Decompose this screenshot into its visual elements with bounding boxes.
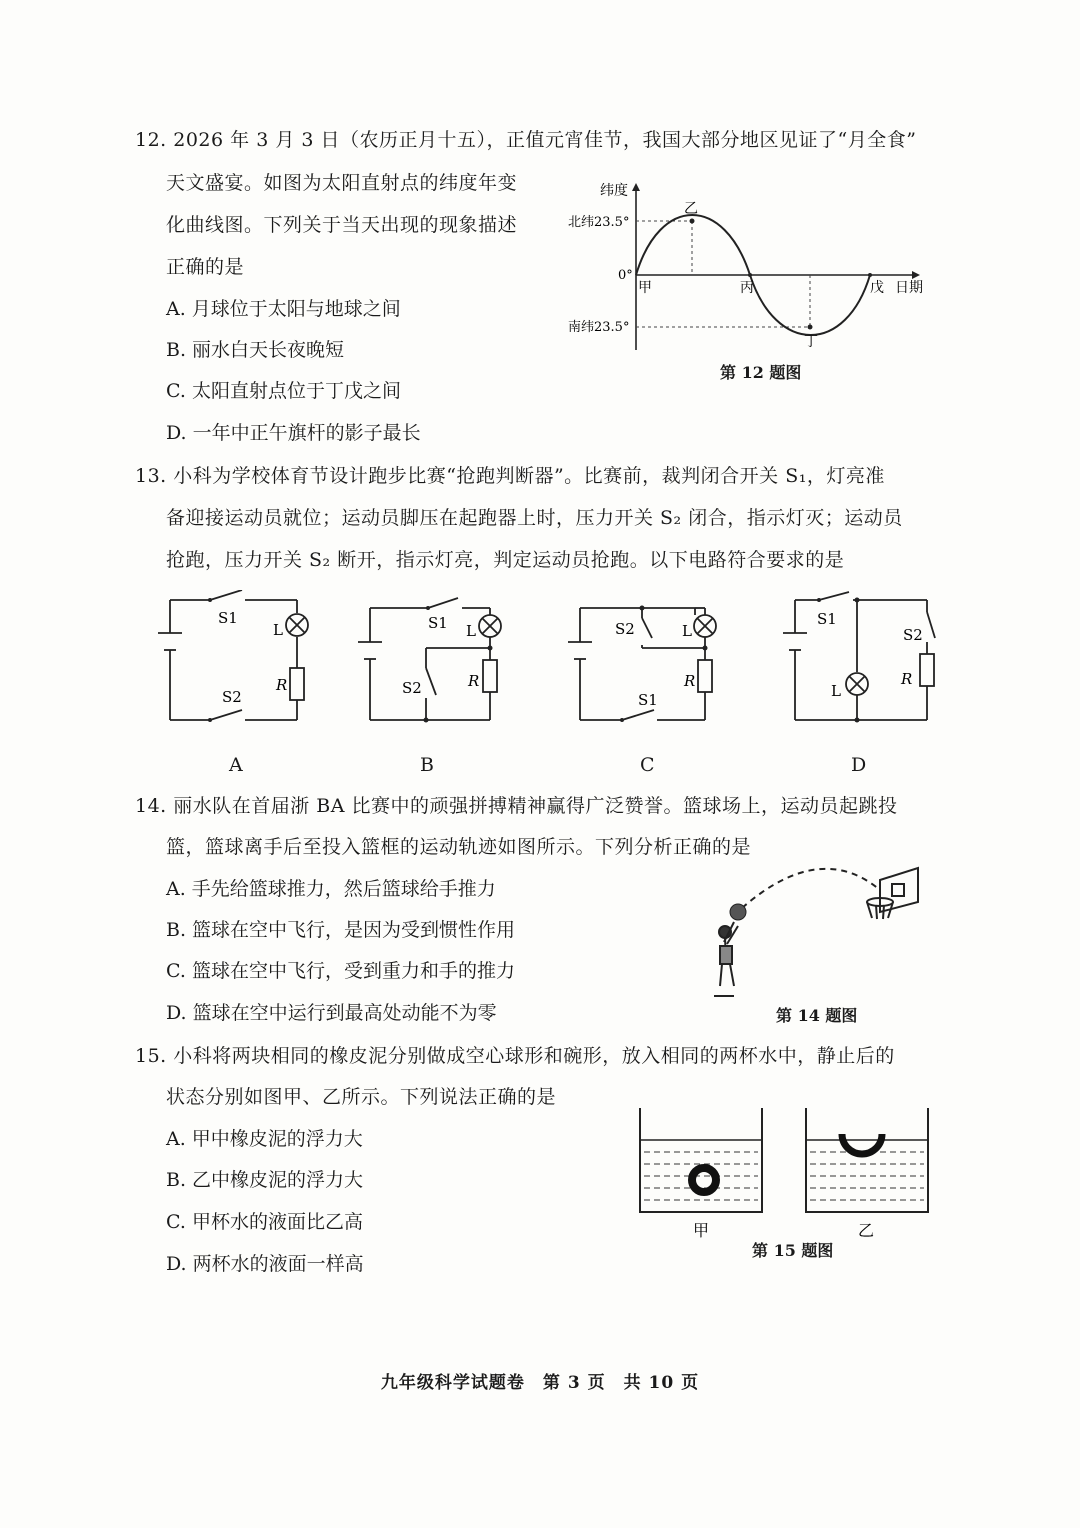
label-resistor: R: [684, 672, 696, 690]
q12-stem-line-2: 天文盛宴。如图为太阳直射点的纬度年变: [166, 172, 518, 194]
label-lamp: L: [682, 622, 692, 640]
q12-option-d: D. 一年中正午旗杆的影子最长: [166, 422, 421, 444]
q15-cups-figure: [630, 1100, 940, 1245]
ball-trajectory: [742, 869, 880, 908]
label-s1: S1: [218, 609, 238, 627]
q13-option-c: C: [640, 754, 655, 776]
q13-stem-line-3: 抢跑，压力开关 S₂ 断开，指示灯亮，判定运动员抢跑。以下电路符合要求的是: [166, 549, 845, 571]
south-label: 南纬23.5°: [568, 320, 630, 335]
q12-stem-line-1: 12. 2026 年 3 月 3 日（农历正月十五），正值元宵佳节，我国大部分地区见证了“月全食”: [135, 129, 917, 151]
backboard-hoop: [867, 868, 918, 919]
q15-option-c: C. 甲杯水的液面比乙高: [166, 1211, 363, 1233]
q14-stem-line-1: 14. 丽水队在首届浙 BA 比赛中的顽强拼搏精神赢得广泛赞誉。篮球场上，运动员起跳投: [135, 795, 898, 817]
q15-option-b: B. 乙中橡皮泥的浮力大: [166, 1169, 364, 1191]
circuit-d: [775, 590, 950, 735]
label-yi: 乙: [684, 201, 698, 217]
circuit-b: [350, 590, 525, 735]
label-s2: S2: [402, 679, 422, 697]
q14-option-c: C. 篮球在空中飞行，受到重力和手的推力: [166, 960, 515, 982]
q12-stem-line-4: 正确的是: [166, 256, 245, 278]
basketball-icon: [730, 904, 746, 920]
label-s2: S2: [222, 688, 242, 706]
q13-stem-line-1: 13. 小科为学校体育节设计跑步比赛“抢跑判断器”。比赛前，裁判闭合开关 S₁，灯亮准: [135, 465, 885, 487]
q12-option-c: C. 太阳直射点位于丁戊之间: [166, 380, 401, 402]
label-s1: S1: [428, 614, 448, 632]
label-s1: S1: [817, 610, 837, 628]
hollow-ball: [692, 1168, 716, 1192]
label-yi: 乙: [858, 1221, 875, 1240]
point-yi: [690, 219, 695, 224]
q12-option-b: B. 丽水白天长夜晚短: [166, 339, 345, 361]
label-lamp: L: [466, 622, 476, 640]
q15-stem-line-1: 15. 小科将两块相同的橡皮泥分别做成空心球形和碗形，放入相同的两杯水中，静止后的: [135, 1045, 895, 1067]
zero-label: 0°: [618, 268, 633, 283]
label-lamp: L: [273, 621, 283, 639]
x-axis-arrow: [912, 271, 920, 279]
q14-option-a: A. 手先给篮球推力，然后篮球给手推力: [166, 878, 496, 900]
y-axis-label: 纬度: [600, 183, 628, 199]
q14-option-d: D. 篮球在空中运行到最高处动能不为零: [166, 1002, 497, 1024]
label-jia: 甲: [638, 280, 652, 296]
q13-option-d: D: [851, 754, 867, 776]
label-s2: S2: [615, 620, 635, 638]
label-s2: S2: [903, 626, 923, 644]
q15-stem-line-2: 状态分别如图甲、乙所示。下列说法正确的是: [166, 1086, 557, 1108]
label-resistor: R: [901, 670, 913, 688]
q15-option-d: D. 两杯水的液面一样高: [166, 1253, 364, 1275]
label-resistor: R: [276, 676, 288, 694]
q13-option-b: B: [420, 754, 434, 776]
q12-stem-line-3: 化曲线图。下列关于当天出现的现象描述: [166, 214, 518, 236]
y-axis-arrow: [632, 183, 640, 191]
q15-option-a: A. 甲中橡皮泥的浮力大: [166, 1128, 363, 1150]
q15-caption: 第 15 题图: [752, 1241, 834, 1260]
q12-sun-latitude-figure: [560, 175, 940, 385]
circuit-a: [150, 590, 325, 735]
north-label: 北纬23.5°: [568, 215, 630, 230]
q12-option-a: A. 月球位于太阳与地球之间: [166, 298, 401, 320]
label-wu: 戊: [870, 280, 884, 296]
point-bing: [748, 273, 752, 277]
q14-caption: 第 14 题图: [776, 1006, 858, 1025]
cup-jia: [640, 1108, 762, 1212]
label-jia: 甲: [693, 1221, 710, 1240]
label-lamp: L: [831, 682, 841, 700]
q14-stem-line-2: 篮，篮球离手后至投入篮框的运动轨迹如图所示。下列分析正确的是: [166, 836, 752, 858]
page-footer: 九年级科学试题卷 第 3 页 共 10 页: [380, 1373, 700, 1393]
bowl-shape: [842, 1134, 882, 1154]
label-bing: 丙: [740, 280, 754, 296]
q13-stem-line-2: 备迎接运动员就位；运动员脚压在起跑器上时，压力开关 S₂ 闭合，指示灯灭；运动员: [166, 507, 903, 529]
label-ding: 丁: [804, 334, 818, 350]
player-icon: [719, 922, 738, 986]
label-s1: S1: [638, 691, 658, 709]
circuit-c: [560, 590, 735, 735]
cup-yi: [806, 1108, 928, 1212]
q14-option-b: B. 篮球在空中飞行，是因为受到惯性作用: [166, 919, 516, 941]
point-wu: [868, 273, 872, 277]
q12-caption: 第 12 题图: [720, 363, 802, 382]
q13-option-a: A: [229, 754, 243, 776]
q14-basketball-figure: [700, 860, 930, 1005]
x-axis-label: 日期: [895, 280, 923, 296]
point-ding: [808, 325, 813, 330]
label-resistor: R: [468, 672, 480, 690]
